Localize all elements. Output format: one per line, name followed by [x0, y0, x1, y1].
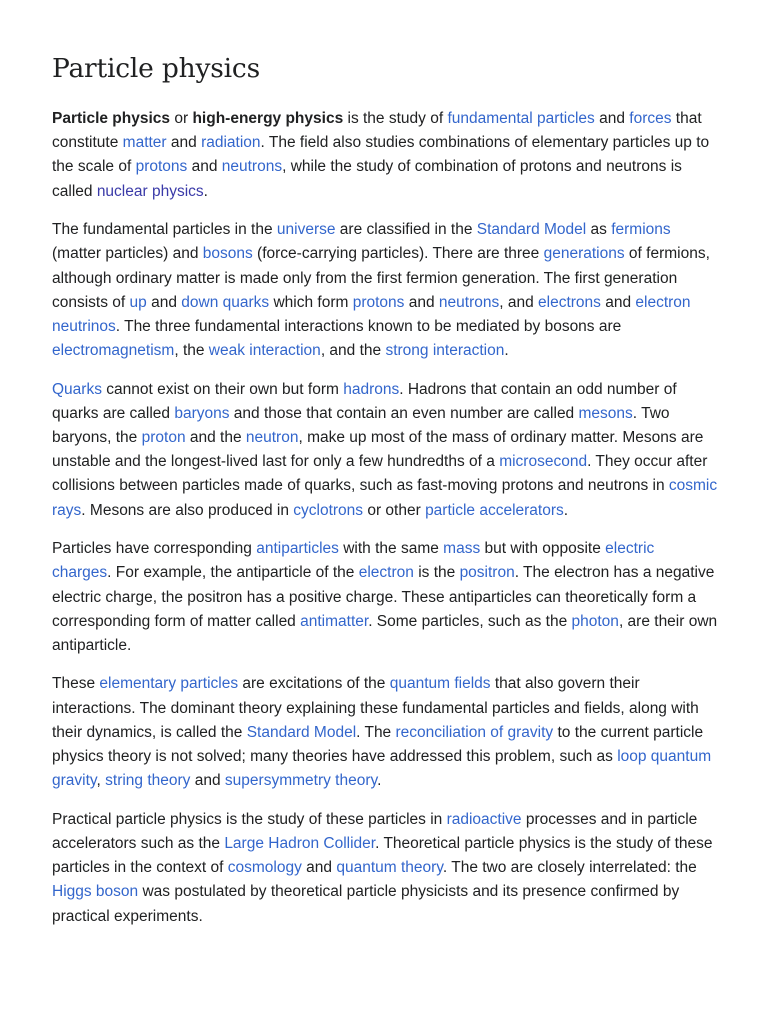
link-proton[interactable]: proton — [141, 429, 186, 447]
text-run: and those that contain an even number are called — [229, 404, 579, 422]
link-string-theory[interactable]: string theory — [105, 772, 191, 790]
text-run: and — [594, 110, 630, 127]
link-protons[interactable]: protons — [135, 158, 188, 176]
text-run: and the — [185, 429, 246, 447]
article — [52, 0, 718, 929]
text-run: that also govern their interactions. The dominant theory explaining these fundamental particles and fields, along with their dynamics, is called the — [52, 675, 699, 741]
link-large-hadron-collider[interactable]: Large Hadron Collider — [224, 834, 376, 852]
link-protons[interactable]: protons — [352, 293, 405, 311]
link-fundamental-particles[interactable]: fundamental particles — [447, 110, 595, 127]
text-run: and — [600, 293, 636, 311]
link-standard-model[interactable]: Standard Model — [246, 723, 357, 741]
link-particle-accelerators[interactable]: particle accelerators — [425, 501, 564, 519]
link-down-quarks[interactable]: down quarks — [181, 293, 270, 311]
link-forces[interactable]: forces — [629, 110, 672, 127]
link-strong-interaction[interactable]: strong interaction — [385, 342, 505, 360]
link-matter[interactable]: matter — [122, 134, 167, 152]
text-run: processes and in particle accelerators such as the — [52, 810, 698, 852]
text-run: , while the study of combination of protons and neutrons is called — [52, 158, 682, 200]
text-run: . Hadrons that contain an odd number of quarks are called — [52, 380, 677, 422]
text-run: and — [190, 772, 225, 790]
paragraph-antiparticles — [52, 537, 718, 658]
link-cosmology[interactable]: cosmology — [227, 859, 302, 877]
link-quantum-fields[interactable]: quantum fields — [389, 675, 491, 693]
text-run: . — [377, 772, 382, 790]
link-higgs-boson[interactable]: Higgs boson — [52, 883, 139, 901]
link-radiation[interactable]: radiation — [201, 134, 261, 152]
text-run: which form — [269, 293, 353, 311]
paragraph-intro — [52, 107, 718, 204]
text-run: and — [146, 293, 182, 311]
text-run: but with opposite — [480, 540, 606, 558]
text-run: . Mesons are also produced in — [81, 501, 294, 519]
text-run: (force-carrying particles). There are three — [252, 245, 544, 263]
link-electrons[interactable]: electrons — [538, 293, 601, 311]
link-positron[interactable]: positron — [459, 564, 515, 582]
link-neutrons[interactable]: neutrons — [438, 293, 500, 311]
link-quarks[interactable]: Quarks — [52, 380, 102, 398]
text-run: or — [170, 110, 193, 127]
text-run: The fundamental particles in the — [52, 221, 277, 239]
text-run: . — [203, 182, 208, 200]
link-electric-charges[interactable]: electric charges — [52, 540, 655, 582]
text-run: , the — [174, 342, 209, 360]
link-supersymmetry-theory[interactable]: supersymmetry theory — [224, 772, 378, 790]
link-up[interactable]: up — [129, 293, 147, 311]
text-run: . For example, the antiparticle of the — [107, 564, 359, 582]
text-run: . Some particles, such as the — [368, 612, 572, 630]
text-run: Practical particle physics is the study of these particles in — [52, 810, 447, 828]
text-run: cannot exist on their own but form — [101, 380, 344, 398]
link-loop-quantum-gravity[interactable]: loop quantum gravity — [52, 748, 712, 790]
link-hadrons[interactable]: hadrons — [343, 380, 400, 398]
text-run: . Two baryons, the — [52, 404, 670, 447]
paragraph-quantum-fields — [52, 672, 718, 793]
link-nuclear-physics[interactable]: nuclear physics — [96, 182, 204, 200]
link-standard-model[interactable]: Standard Model — [476, 221, 587, 239]
text-run: that constitute — [52, 110, 702, 152]
link-antiparticles[interactable]: antiparticles — [256, 540, 339, 558]
text-run: are excitations of the — [238, 675, 390, 693]
paragraph-quarks — [52, 378, 718, 523]
text-run: . The field also studies combinations of elementary particles up to the scale of — [52, 134, 710, 176]
text-run: of fermions, although ordinary matter is made only from the first fermion generation. The first generation consists of — [52, 245, 710, 311]
text-run: as — [586, 221, 612, 239]
link-cosmic-rays[interactable]: cosmic rays — [52, 477, 718, 519]
text-run: and — [166, 134, 202, 152]
text-run: Particles have corresponding — [52, 540, 257, 558]
link-electron[interactable]: electron — [358, 564, 414, 582]
text-run: or other — [363, 501, 426, 519]
link-reconciliation-of-gravity[interactable]: reconciliation of gravity — [395, 723, 554, 741]
text-run: These — [52, 675, 100, 693]
link-mesons[interactable]: mesons — [578, 404, 633, 422]
text-run: , make up most of the mass of ordinary matter. Mesons are unstable and the longest-lived last for only a few hundredths of a — [52, 429, 704, 471]
link-universe[interactable]: universe — [276, 221, 336, 239]
paragraph-fundamental-particles — [52, 218, 718, 363]
link-microsecond[interactable]: microsecond — [499, 453, 588, 471]
text-run: . The — [356, 723, 396, 741]
text-run: and — [187, 158, 222, 176]
text-run: was postulated by theoretical particle physicists and its presence confirmed by practical experiments. — [52, 883, 680, 925]
text-run: . They occur after collisions between particles made of quarks, such as fast-moving protons and neutrons in — [52, 453, 708, 495]
link-neutron[interactable]: neutron — [245, 429, 299, 447]
link-antimatter[interactable]: antimatter — [300, 612, 369, 630]
link-fermions[interactable]: fermions — [611, 221, 671, 239]
link-cyclotrons[interactable]: cyclotrons — [293, 501, 364, 519]
text-run: is the — [413, 564, 460, 582]
link-photon[interactable]: photon — [571, 612, 619, 630]
link-electromagnetism[interactable]: electromagnetism — [52, 342, 175, 360]
link-electron-neutrinos[interactable]: electron neutrinos — [52, 293, 691, 335]
paragraph-practical-theoretical — [52, 808, 718, 929]
text-run: . The three fundamental interactions known to be mediated by bosons are — [115, 317, 622, 335]
text-run: . — [504, 342, 509, 360]
link-quantum-theory[interactable]: quantum theory — [336, 859, 443, 877]
text-run: with the same — [338, 540, 444, 558]
text-run: , are their own antiparticle. — [52, 612, 718, 654]
bold-term-high-energy-physics: high-energy physics — [192, 110, 344, 127]
link-baryons[interactable]: baryons — [174, 404, 230, 422]
page-title: Particle physics — [52, 53, 260, 84]
text-run: . The two are closely interrelated: the — [442, 859, 697, 877]
text-run: and — [404, 293, 439, 311]
text-run: are classified in the — [335, 221, 477, 239]
text-run: is the study of — [343, 110, 448, 127]
text-run: . — [563, 501, 569, 519]
text-run: and — [301, 859, 337, 877]
text-run: , and — [499, 293, 539, 311]
link-generations[interactable]: generations — [543, 245, 625, 263]
link-neutrons[interactable]: neutrons — [221, 158, 283, 176]
link-mass[interactable]: mass — [443, 540, 481, 558]
text-run: . Theoretical particle physics is the study of these particles in the context of — [52, 834, 713, 877]
link-elementary-particles[interactable]: elementary particles — [99, 675, 239, 693]
link-bosons[interactable]: bosons — [202, 245, 253, 263]
text-run: (matter particles) and — [52, 245, 203, 263]
text-run: , and the — [320, 342, 386, 360]
bold-term-particle-physics: Particle physics — [52, 110, 171, 127]
link-radioactive[interactable]: radioactive — [446, 810, 522, 828]
text-run: to the current particle physics theory is not solved; many theories have addressed this problem, such as — [52, 723, 704, 766]
link-weak-interaction[interactable]: weak interaction — [208, 342, 321, 360]
text-run: . The electron has a negative electric charge, the positron has a positive charge. These antiparticles can theoretically form a corresponding form of matter called — [52, 564, 715, 630]
text-run: , — [96, 772, 106, 790]
